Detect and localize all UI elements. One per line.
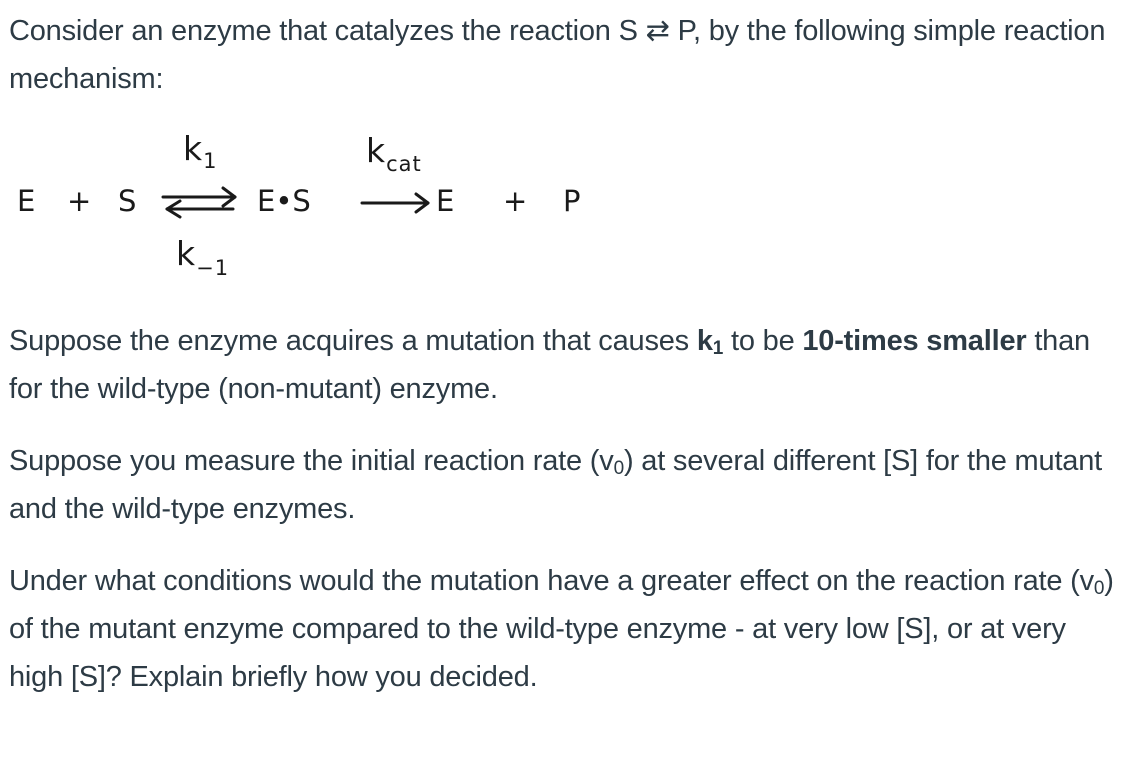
measure-text-1: Suppose you measure the initial reaction rate (v	[9, 445, 614, 477]
intro-text-after: P, by the following simple reaction mechanism:	[9, 15, 1106, 95]
k1-inline-subscript: 1	[712, 338, 724, 359]
k-minus-1-subscript: −1	[196, 256, 230, 280]
k-minus-1-symbol: k	[176, 234, 196, 273]
equilibrium-arrow-icon: ⇄	[645, 15, 670, 47]
free-enzyme-label: E	[436, 184, 455, 218]
mutation-text-3: than for the wild-type (non-mutant) enzyme.	[9, 325, 1090, 405]
equilibrium-arrows-icon	[163, 188, 235, 217]
forward-arrow-icon	[362, 194, 428, 212]
intro-text-before: Consider an enzyme that catalyzes the reaction S	[9, 15, 638, 47]
k1-inline	[697, 325, 723, 357]
v0-subscript: 0	[613, 458, 624, 479]
kcat-subscript: cat	[386, 152, 422, 176]
kcat-symbol: k	[366, 131, 386, 170]
substrate-label: S	[118, 184, 137, 218]
question-paragraph	[9, 557, 1120, 701]
question-text-1: Under what conditions would the mutation have a greater effect on the reaction rate (v	[9, 565, 1094, 597]
k1-symbol: k	[183, 129, 203, 168]
k1-inline-symbol: k	[696, 325, 713, 357]
plus-sign: +	[503, 184, 528, 218]
plus-sign: +	[67, 184, 92, 218]
question-text-2: ) of the mutant enzyme compared to the wild-type enzyme - at very low [S], or at very high [S]? Explain briefly how you decided.	[9, 565, 1114, 693]
product-label: P	[563, 184, 581, 218]
mutation-text-2: to be	[723, 325, 803, 357]
measure-paragraph	[9, 437, 1120, 533]
reaction-arrows	[0, 0, 620, 300]
enzyme-label: E	[17, 184, 36, 218]
mutation-text-1: Suppose the enzyme acquires a mutation that causes	[9, 325, 697, 357]
enzyme-substrate-complex-label: E•S	[257, 184, 311, 218]
measure-text-2: ) at several different [S] for the mutant and the wild-type enzymes.	[9, 445, 1103, 525]
mutation-paragraph	[9, 317, 1120, 413]
mutation-emphasis: 10-times smaller	[802, 325, 1027, 357]
v0-subscript: 0	[1093, 578, 1105, 599]
k1-subscript: 1	[203, 149, 218, 173]
